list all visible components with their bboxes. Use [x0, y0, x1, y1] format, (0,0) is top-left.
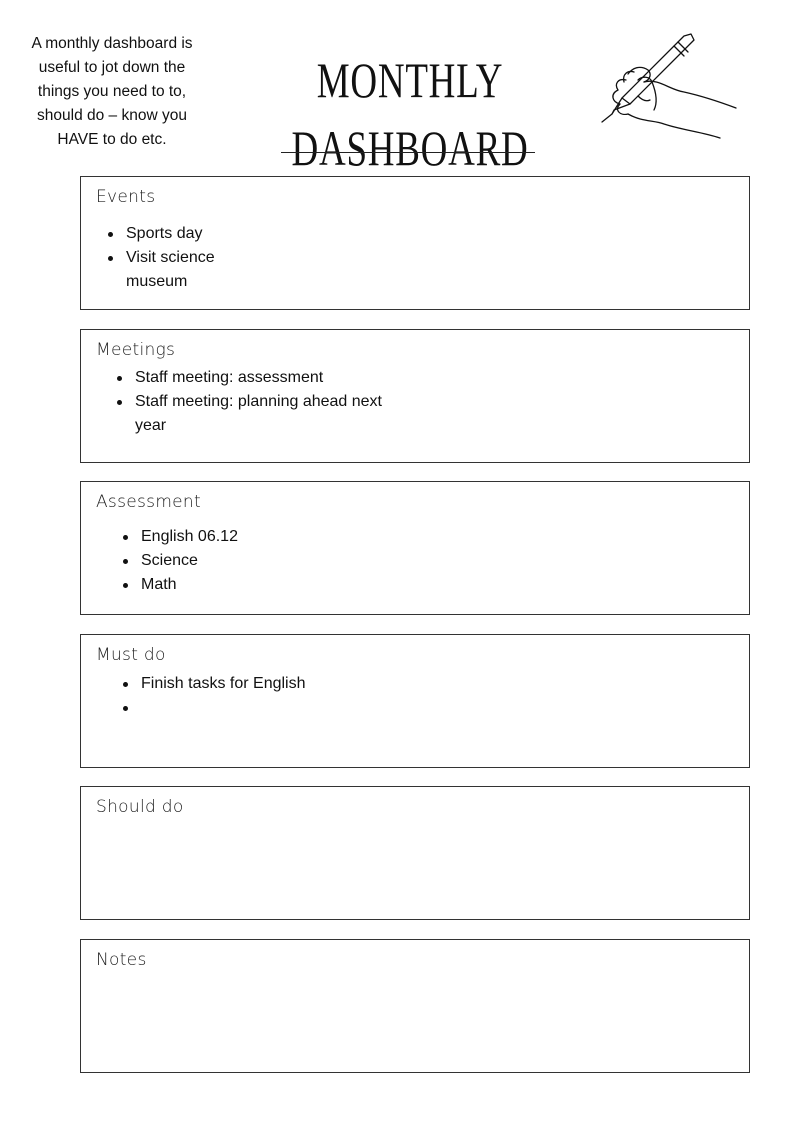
assessment-section — [80, 481, 750, 615]
intro-text — [12, 32, 212, 152]
list-item: Finish tasks for English — [121, 672, 306, 696]
section-title: Assessment — [96, 492, 201, 512]
section-title: Notes — [96, 950, 147, 970]
intro-line: A monthly dashboard is — [31, 35, 193, 52]
events-section — [80, 176, 750, 310]
list-item-continuation: museum — [126, 273, 188, 290]
intro-line: things you need to to, — [37, 83, 187, 100]
page-title: MONTHLY DASHBOARD — [291, 52, 529, 176]
list-item: Math — [121, 573, 238, 597]
title-underline — [281, 152, 535, 153]
section-title: Should do — [96, 797, 184, 817]
assessment-list — [121, 525, 238, 597]
list-item-empty — [121, 696, 306, 720]
list-item-continuation: year — [135, 417, 167, 434]
list-item: English 06.12 — [121, 525, 238, 549]
list-item: Science — [121, 549, 238, 573]
should-do-section — [80, 786, 750, 920]
section-title: Must do — [96, 645, 166, 665]
must-do-list — [121, 672, 306, 720]
intro-line: should do – know you — [37, 107, 187, 124]
meetings-section — [80, 329, 750, 463]
section-title: Events — [96, 187, 156, 207]
list-item: Visit science — [106, 246, 215, 270]
must-do-section — [80, 634, 750, 768]
list-item: Staff meeting: planning ahead next — [115, 390, 382, 414]
meetings-list — [115, 366, 382, 438]
events-list — [106, 222, 215, 294]
intro-line: HAVE to do etc. — [57, 131, 167, 148]
intro-line: useful to jot down the — [38, 59, 186, 76]
hand-writing-with-pen-icon — [598, 30, 740, 142]
list-item: Staff meeting: assessment — [115, 366, 382, 390]
section-title: Meetings — [96, 340, 176, 360]
notes-section — [80, 939, 750, 1073]
list-item: Sports day — [106, 222, 215, 246]
